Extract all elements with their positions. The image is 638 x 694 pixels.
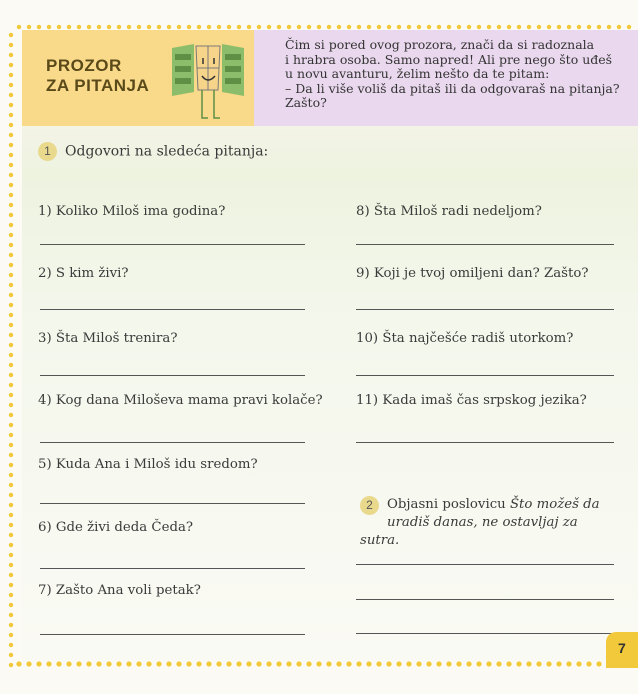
answer-line-8[interactable] xyxy=(356,244,614,245)
question-8: 8) Šta Miloš radi nedeljom? xyxy=(356,204,542,219)
task-number-badge-2: 2 xyxy=(360,496,379,515)
answer-line-4[interactable] xyxy=(40,442,305,443)
question-3: 3) Šta Miloš trenira? xyxy=(38,331,178,346)
question-4: 4) Kog dana Miloševa mama pravi kolače? xyxy=(38,393,323,408)
task-2 xyxy=(360,496,620,550)
window-character-icon xyxy=(168,38,248,124)
task-1-instruction: Odgovori na sledeća pitanja: xyxy=(65,143,269,160)
question-11: 11) Kada imaš čas srpskog jezika? xyxy=(356,393,587,408)
answer-line-1[interactable] xyxy=(40,244,305,245)
answer-line-11[interactable] xyxy=(356,442,614,443)
answer-line-6[interactable] xyxy=(40,568,305,569)
question-2: 2) S kim živi? xyxy=(38,266,129,281)
section-title: PROZOR ZA PITANJA xyxy=(46,56,150,95)
answer-line-10[interactable] xyxy=(356,375,614,376)
question-9: 9) Koji je tvoj omiljeni dan? Zašto? xyxy=(356,266,589,281)
answer-line-task2-3[interactable] xyxy=(356,633,614,634)
task-1-heading xyxy=(38,142,268,161)
bottom-dot-border xyxy=(14,660,614,668)
left-dot-border xyxy=(8,30,14,670)
question-7: 7) Zašto Ana voli petak? xyxy=(38,583,201,598)
intro-text: Čim si pored ovog prozora, znači da si radoznala i hrabra osoba. Samo napred! Ali pre nego što uđeš u novu avanturu, želim nešto da te pitam: – Da li više voliš da pitaš ili da odgovaraš na pitanja? Zašto? xyxy=(285,37,620,110)
question-5: 5) Kuda Ana i Miloš idu sredom? xyxy=(38,457,258,472)
answer-line-3[interactable] xyxy=(40,375,305,376)
answer-line-5[interactable] xyxy=(40,503,305,504)
answer-line-7[interactable] xyxy=(40,634,305,635)
answer-line-task2-1[interactable] xyxy=(356,564,614,565)
answer-line-9[interactable] xyxy=(356,309,614,310)
question-10: 10) Šta najčešće radiš utorkom? xyxy=(356,331,574,346)
answer-line-2[interactable] xyxy=(40,309,305,310)
question-6: 6) Gde živi deda Čeda? xyxy=(38,520,194,535)
page-number: 7 xyxy=(618,640,626,656)
answer-line-task2-2[interactable] xyxy=(356,599,614,600)
task-number-badge: 1 xyxy=(38,142,57,161)
question-1: 1) Koliko Miloš ima godina? xyxy=(38,204,226,219)
task-2-proverb: Što možeš da uradiš danas, ne ostavljaj za sutra. xyxy=(360,497,600,548)
task-2-text: Objasni poslovicu xyxy=(387,497,510,512)
